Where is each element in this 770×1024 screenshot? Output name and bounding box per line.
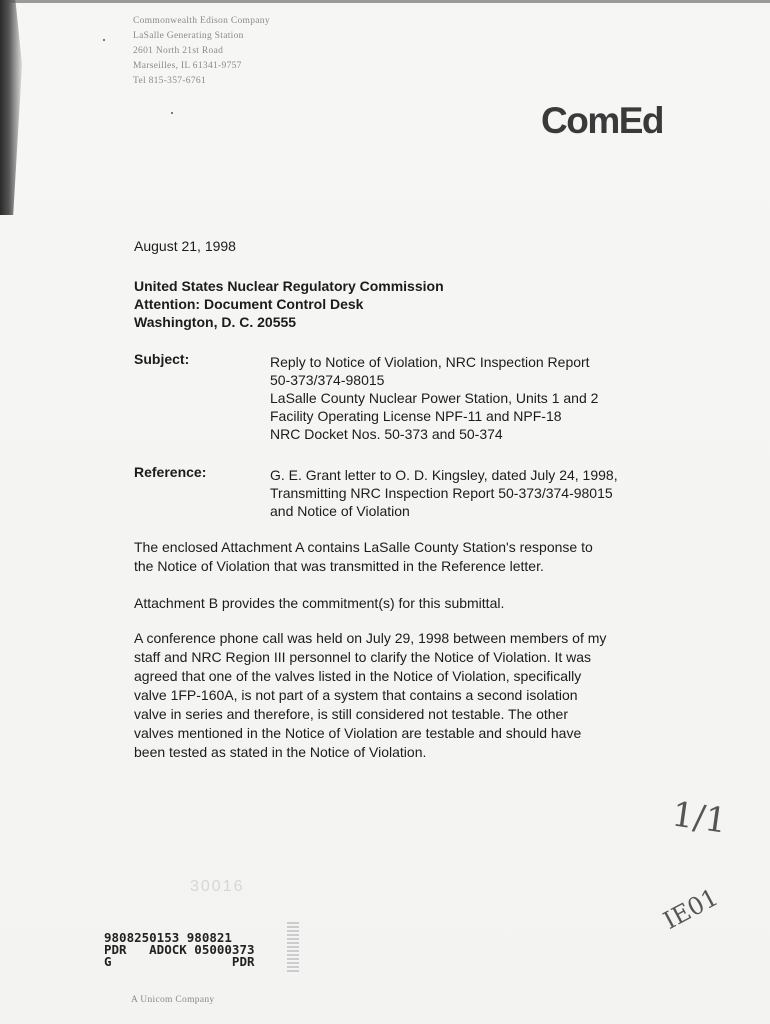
letterhead-phone: Tel 815-357-6761 — [133, 76, 206, 86]
subject-line: LaSalle County Nuclear Power Station, Units 1 and 2 — [270, 390, 599, 406]
paragraph-line: The enclosed Attachment A contains LaSalle County Station's response to — [134, 539, 593, 555]
stamp-barcode-strip — [287, 922, 299, 974]
addressee-line: Attention: Document Control Desk — [134, 296, 364, 312]
reference-line: G. E. Grant letter to O. D. Kingsley, dated July 24, 1998, — [270, 467, 618, 483]
reference-line: and Notice of Violation — [270, 503, 410, 519]
reference-block — [270, 466, 618, 520]
letterhead-city: Marseilles, IL 61341-9757 — [133, 61, 242, 71]
subject-line: 50-373/374-98015 — [270, 372, 385, 388]
subject-line: Facility Operating License NPF-11 and NPF-18 — [270, 408, 562, 424]
paragraph-line: the Notice of Violation that was transmitted in the Reference letter. — [134, 558, 544, 574]
letterhead-street: 2601 North 21st Road — [133, 46, 224, 56]
scan-edge-top — [0, 0, 770, 3]
letterhead-station: LaSalle Generating Station — [133, 31, 244, 41]
scan-speck — [171, 112, 173, 114]
subject-label: Subject: — [134, 351, 190, 367]
paragraph-line: valve in series and therefore, is still considered not testable. The other — [134, 706, 568, 722]
addressee-line: United States Nuclear Regulatory Commission — [134, 278, 444, 294]
paragraph-line: Attachment B provides the commitment(s) for this submittal. — [134, 595, 505, 611]
handwritten-ie01-mark: IE01 — [658, 883, 723, 935]
letterhead — [133, 14, 270, 89]
paragraph-attachment-a — [134, 538, 654, 576]
letterhead-company: Commonwealth Edison Company — [133, 16, 270, 26]
paragraph-line: been tested as stated in the Notice of Violation. — [134, 744, 427, 760]
reference-line: Transmitting NRC Inspection Report 50-373/374-98015 — [270, 485, 613, 501]
paragraph-line: valve 1FP-160A, is not part of a system that contains a second isolation — [134, 687, 578, 703]
paragraph-conference-call — [134, 629, 654, 762]
subject-line: Reply to Notice of Violation, NRC Inspection Report — [270, 354, 590, 370]
handwritten-page-mark: 1/1 — [669, 794, 730, 842]
footer-tagline: A Unicom Company — [131, 995, 215, 1005]
stamp-line: G PDR — [104, 954, 255, 969]
paragraph-line: staff and NRC Region III personnel to clarify the Notice of Violation. It was — [134, 649, 592, 665]
reference-label: Reference: — [134, 464, 207, 480]
faint-stamp-number: 30016 — [190, 878, 245, 895]
stamp-line: PDR ADOCK 05000373 — [104, 942, 255, 957]
paragraph-line: valves mentioned in the Notice of Violation are testable and should have — [134, 725, 582, 741]
paragraph-line: A conference phone call was held on July 29, 1998 between members of my — [134, 630, 607, 646]
addressee-line: Washington, D. C. 20555 — [134, 314, 297, 330]
scan-speck — [103, 39, 105, 41]
subject-block — [270, 353, 598, 443]
subject-line: NRC Docket Nos. 50-373 and 50-374 — [270, 426, 503, 442]
letter-date: August 21, 1998 — [134, 238, 236, 254]
document-control-stamp — [104, 932, 255, 968]
paragraph-line: agreed that one of the valves listed in the Notice of Violation, specifically — [134, 668, 582, 684]
comed-logo: ComEd — [541, 100, 663, 141]
stamp-line: 9808250153 980821 — [104, 930, 232, 945]
addressee-block — [134, 277, 444, 331]
paragraph-attachment-b — [134, 594, 654, 613]
